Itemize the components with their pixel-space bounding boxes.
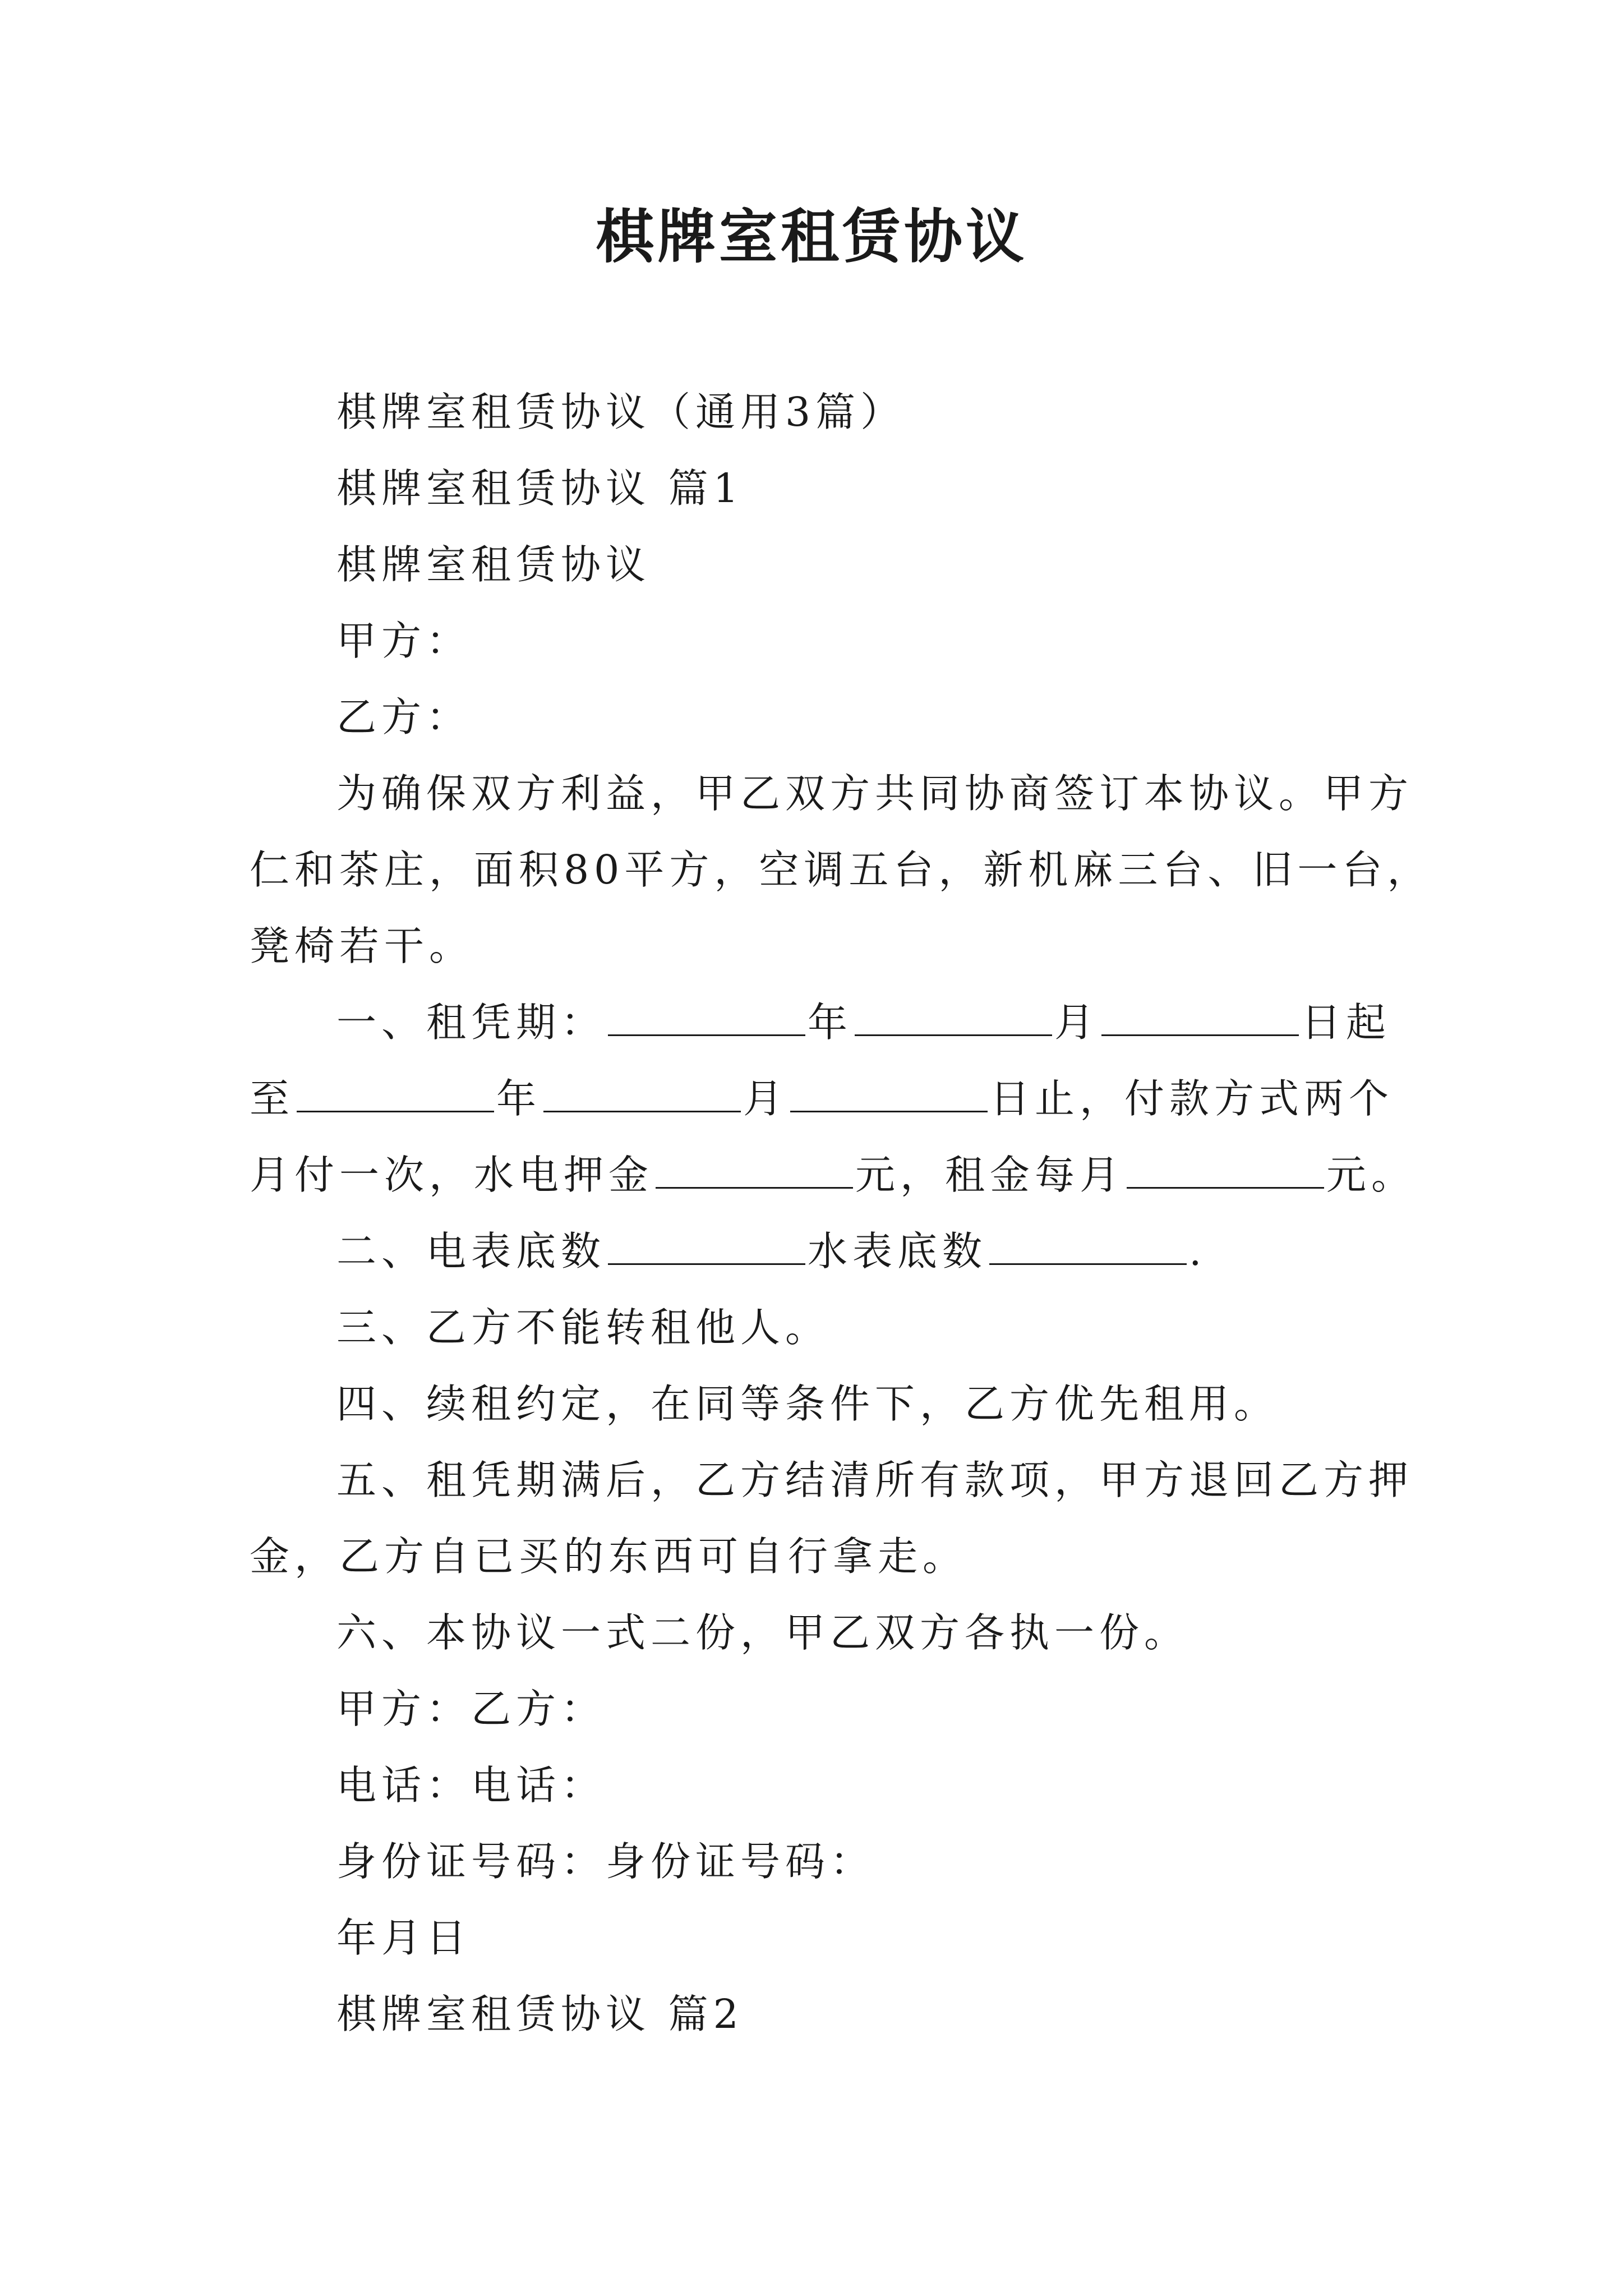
- party-a-label: 甲方：: [336, 618, 472, 664]
- start-day-label: 日起: [1301, 999, 1391, 1046]
- clause-2: [336, 1227, 1207, 1275]
- end-month-label: 月: [743, 1075, 789, 1122]
- intro-line-1: 为确保双方利益，甲乙双方共同协商签订本协议。甲方: [336, 770, 1414, 817]
- start-year-blank[interactable]: [608, 1002, 805, 1036]
- start-month-blank[interactable]: [855, 1002, 1052, 1036]
- party-b-label: 乙方：: [336, 694, 472, 740]
- water-meter-label: 水表底数: [808, 1228, 988, 1274]
- end-to-label: 至: [250, 1075, 295, 1122]
- electric-meter-label: 二、电表底数: [336, 1228, 606, 1274]
- clause-1-line-2: [250, 1075, 1394, 1122]
- rent-unit: 元。: [1326, 1152, 1417, 1198]
- signature-parties: 甲方：乙方：: [336, 1686, 606, 1732]
- end-month-blank[interactable]: [543, 1078, 741, 1112]
- clause-5-line-2: 金，乙方自已买的东西可自行拿走。: [250, 1533, 968, 1580]
- intro-line-2: 仁和茶庄，面积80平方，空调五台，新机麻三台、旧一台，: [250, 846, 1432, 893]
- clause-1-line-3: [250, 1151, 1416, 1199]
- signature-id-number: 身份证号码：身份证号码：: [336, 1838, 875, 1885]
- clause-5-line-1: 五、租凭期满后，乙方结清所有款项，甲方退回乙方押: [336, 1457, 1414, 1503]
- end-day-label: 日止，付款方式两个: [990, 1075, 1394, 1122]
- water-meter-blank[interactable]: [989, 1231, 1187, 1265]
- start-day-blank[interactable]: [1101, 1002, 1299, 1036]
- clause-3: 三、乙方不能转租他人。: [336, 1304, 831, 1351]
- monthly-rent-blank[interactable]: [1127, 1154, 1324, 1189]
- clause-2-end: .: [1189, 1228, 1207, 1274]
- clause-6: 六、本协议一式二份，甲乙双方各执一份。: [336, 1609, 1189, 1656]
- end-year-label: 年: [496, 1075, 542, 1122]
- document-title: 棋牌室租赁协议: [595, 202, 1027, 271]
- signature-phone: 电话：电话：: [336, 1762, 606, 1809]
- clause-1-line-1: [336, 999, 1391, 1046]
- clause-4: 四、续租约定，在同等条件下，乙方优先租用。: [336, 1381, 1279, 1427]
- electric-meter-blank[interactable]: [608, 1231, 805, 1265]
- end-day-blank[interactable]: [790, 1078, 988, 1112]
- part1-title: 棋牌室租赁协议: [336, 541, 651, 588]
- end-year-blank[interactable]: [297, 1078, 494, 1112]
- start-year-label: 年: [808, 999, 853, 1046]
- part1-heading: 棋牌室租赁协议 篇1: [336, 465, 744, 512]
- rent-label: 元，租金每月: [855, 1152, 1125, 1198]
- start-month-label: 月: [1054, 999, 1100, 1046]
- intro-line-3: 凳椅若干。: [250, 923, 474, 969]
- document-subtitle: 棋牌室租赁协议（通用3篇）: [336, 389, 906, 435]
- deposit-label: 月付一次，水电押金: [250, 1152, 654, 1198]
- signature-date: 年月日: [336, 1915, 472, 1961]
- clause-1-prefix: 一、租凭期：: [336, 999, 606, 1046]
- part2-heading: 棋牌室租赁协议 篇2: [336, 1991, 744, 2037]
- deposit-amount-blank[interactable]: [656, 1154, 853, 1189]
